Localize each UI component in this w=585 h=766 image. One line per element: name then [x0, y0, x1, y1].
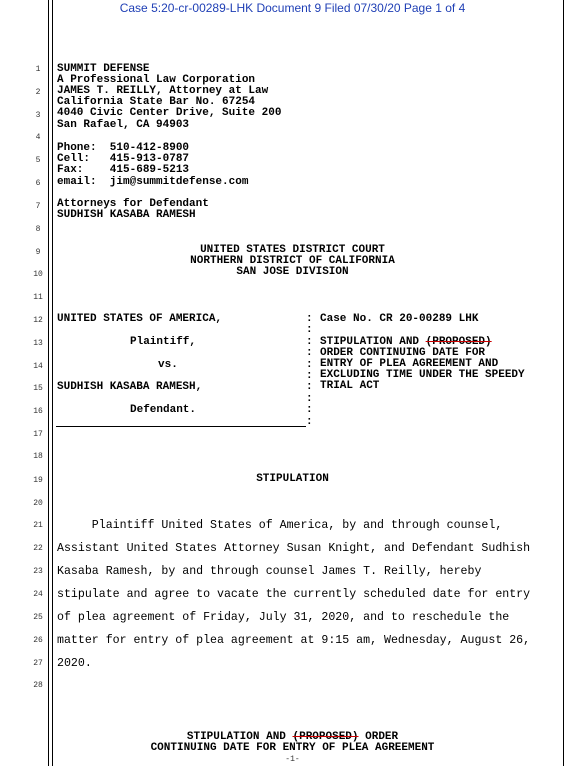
- line-number: 14: [33, 362, 43, 371]
- line-number: 17: [33, 430, 43, 439]
- line-number: 9: [35, 248, 41, 257]
- line-number: 10: [33, 270, 43, 279]
- margin-line-right: [563, 0, 564, 766]
- line-number: 5: [35, 156, 41, 165]
- line-number: 18: [33, 452, 43, 461]
- line-number: 26: [33, 636, 43, 645]
- body-line: Plaintiff United States of America, by and through counsel,: [57, 519, 503, 532]
- caption-colons: : : : : : : : : : :: [306, 313, 313, 428]
- counsel-role1: Attorneys for Defendant: [57, 198, 209, 210]
- body-line: 2020.: [57, 657, 92, 670]
- case-number: Case No. CR 20-00289 LHK: [320, 313, 479, 325]
- caption-plaintiff: UNITED STATES OF AMERICA,: [57, 313, 223, 325]
- counsel-fax: Fax: 415-689-5213: [57, 164, 190, 176]
- case-title-rest: ORDER CONTINUING DATE FOR ENTRY OF PLEA AGREEMENT AND EXCLUDING TIME UNDER THE SPEEDY TRIAL ACT: [320, 347, 525, 392]
- counsel-phone: Phone: 510-412-8900: [57, 142, 190, 154]
- counsel-addr1: 4040 Civic Center Drive, Suite 200: [57, 107, 282, 119]
- footer-title-line1: STIPULATION AND (PROPOSED) ORDER: [186, 731, 399, 743]
- line-number: 15: [33, 384, 43, 393]
- line-number: 7: [35, 202, 41, 211]
- footer-title-line2: CONTINUING DATE FOR ENTRY OF PLEA AGREEMENT: [150, 742, 435, 754]
- case-title-line1: STIPULATION AND (PROPOSED): [320, 336, 492, 348]
- case-header: Case 5:20-cr-00289-LHK Document 9 Filed 07/30/20 Page 1 of 4: [119, 1, 466, 15]
- line-number: 21: [33, 521, 43, 530]
- margin-line-left-2: [52, 0, 53, 766]
- footer-proposed-strike: (PROPOSED): [292, 731, 359, 743]
- proposed-strike: (PROPOSED): [425, 336, 492, 348]
- line-number: 27: [33, 659, 43, 668]
- counsel-bar: California State Bar No. 67254: [57, 96, 256, 108]
- line-number: 12: [33, 316, 43, 325]
- line-number: 28: [33, 681, 43, 690]
- caption-rule: [56, 426, 306, 427]
- counsel-email: email: jim@summitdefense.com: [57, 176, 249, 188]
- line-number: 13: [33, 339, 43, 348]
- line-number: 6: [35, 179, 41, 188]
- court-name: UNITED STATES DISTRICT COURT: [200, 244, 385, 256]
- line-number: 25: [33, 613, 43, 622]
- counsel-desc: A Professional Law Corporation: [57, 74, 256, 86]
- line-number: 22: [33, 544, 43, 553]
- caption-defendant: SUDHISH KASABA RAMESH,: [57, 381, 203, 393]
- body-line: Assistant United States Attorney Susan Knight, and Defendant Sudhish: [57, 542, 531, 555]
- caption-vs: vs.: [158, 359, 178, 371]
- line-number: 1: [35, 65, 41, 74]
- line-number: 11: [33, 293, 43, 302]
- body-line: stipulate and agree to vacate the currently scheduled date for entry: [57, 588, 531, 601]
- caption-plaintiff-role: Plaintiff,: [130, 336, 197, 348]
- line-number: 24: [33, 590, 43, 599]
- counsel-addr2: San Rafael, CA 94903: [57, 119, 190, 131]
- stipulation-heading: STIPULATION: [256, 473, 329, 485]
- line-number: 2: [35, 88, 41, 97]
- court-district: NORTHERN DISTRICT OF CALIFORNIA: [190, 255, 395, 267]
- body-line: Kasaba Ramesh, by and through counsel James T. Reilly, hereby: [57, 565, 482, 578]
- caption-defendant-role: Defendant.: [130, 404, 197, 416]
- counsel-role2: SUDHISH KASABA RAMESH: [57, 209, 196, 221]
- court-division: SAN JOSE DIVISION: [236, 266, 349, 278]
- line-number: 16: [33, 407, 43, 416]
- line-number: 20: [33, 499, 43, 508]
- body-line: matter for entry of plea agreement at 9:15 am, Wednesday, August 26,: [57, 634, 531, 647]
- line-number: 3: [35, 111, 41, 120]
- page-number: -1-: [285, 755, 300, 764]
- line-number: 8: [35, 225, 41, 234]
- counsel-attorney: JAMES T. REILLY, Attorney at Law: [57, 85, 269, 97]
- body-line: of plea agreement of Friday, July 31, 2020, and to reschedule the: [57, 611, 510, 624]
- counsel-cell: Cell: 415-913-0787: [57, 153, 190, 165]
- counsel-firm: SUMMIT DEFENSE: [57, 63, 150, 75]
- line-number: 4: [35, 133, 41, 142]
- line-number: 19: [33, 476, 43, 485]
- margin-line-left-1: [48, 0, 49, 766]
- line-number: 23: [33, 567, 43, 576]
